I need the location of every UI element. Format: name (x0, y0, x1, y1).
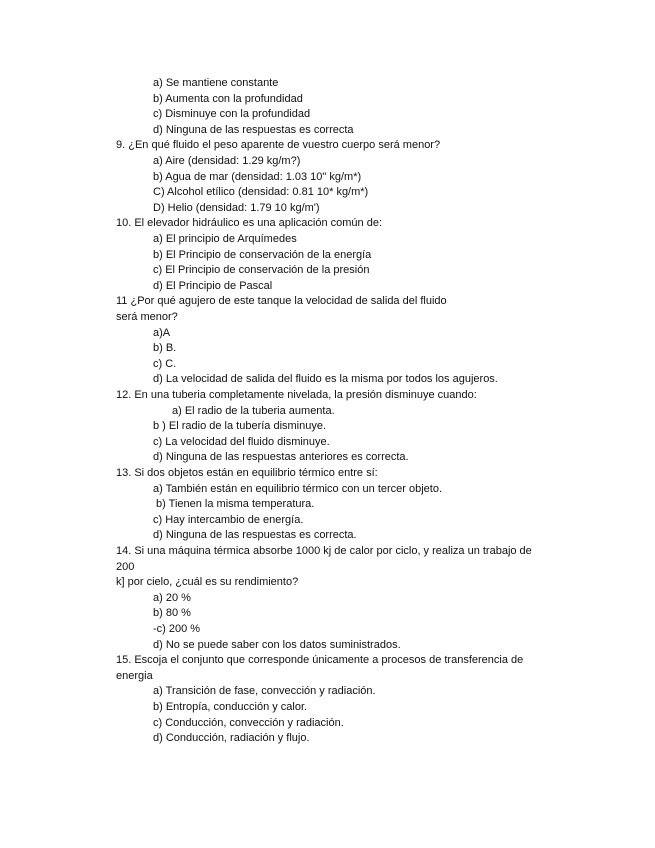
question-line: 10. El elevador hidráulico es una aplicación común de: (116, 217, 382, 230)
answer-option-line: D) Helio (densidad: 1.79 10 kg/m') (153, 201, 320, 214)
answer-option-line: d) Ninguna de las respuestas es correcta. (153, 529, 357, 542)
answer-option-line: -c) 200 % (153, 623, 201, 635)
answer-option-line: a) El principio de Arquímedes (153, 233, 297, 245)
question-line: 9. ¿En qué fluido el peso aparente de vuestro cuerpo será menor? (116, 139, 441, 152)
answer-option-line: d) Ninguna de las respuestas anteriores es correcta. (153, 451, 409, 464)
answer-option-line: b) El Principio de conservación de la energía (153, 248, 372, 261)
question-line: 12. En una tuberia completamente nivelada, la presión disminuye cuando: (116, 389, 477, 401)
answer-option-line: b) Agua de mar (densidad: 1.03 10" kg/m*) (153, 170, 362, 183)
question-line: energia (116, 669, 153, 682)
answer-option-line: c) La velocidad del fluido disminuye. (153, 435, 330, 448)
answer-option-line: a) Aire (densidad: 1.29 kg/m?) (153, 155, 301, 167)
question-line: 13. Si dos objetos están en equilibrio térmico entre sí: (116, 467, 378, 479)
answer-option-line: b) B. (153, 342, 177, 355)
answer-option-line: b ) El radio de la tubería disminuye. (153, 420, 327, 433)
answer-option-line: a) 20 % (153, 591, 191, 604)
answer-option-line: c) Conducción, convección y radiación. (153, 716, 344, 729)
answer-option-line: C) Alcohol etílico (densidad: 0.81 10* kg/m*) (153, 186, 369, 199)
question-line: 15. Escoja el conjunto que corresponde únicamente a procesos de transferencia de (116, 654, 524, 667)
answer-option-line: a) Se mantiene constante (153, 77, 279, 89)
question-line: 200 (116, 560, 135, 573)
answer-option-line: d) Ninguna de las respuestas es correcta (153, 123, 354, 136)
answer-option-line: d) Conducción, radiación y flujo. (153, 732, 310, 745)
question-line: será menor? (116, 311, 178, 323)
answer-option-line: c) El Principio de conservación de la presión (153, 264, 370, 277)
answer-option-line: b) Tienen la misma temperatura. (156, 498, 315, 511)
answer-option-line: c) Disminuye con la profundidad (153, 108, 311, 121)
answer-option-line: b) Entropía, conducción y calor. (153, 701, 308, 713)
answer-option-line: b) Aumenta con la profundidad (153, 92, 303, 105)
question-line: k] por cielo, ¿cuál es su rendimiento? (116, 576, 299, 589)
answer-option-line: a) También están en equilibrio térmico con un tercer objeto. (153, 482, 443, 495)
answer-option-line: a) El radio de la tuberia aumenta. (172, 404, 335, 417)
answer-option-line: b) 80 % (153, 607, 191, 620)
answer-option-line: c) Hay intercambio de energía. (153, 513, 304, 526)
answer-option-line: d) La velocidad de salida del fluido es la misma por todos los agujeros. (153, 373, 498, 386)
answer-option-line: d) El Principio de Pascal (153, 279, 273, 292)
question-line: 14. Si una máquina térmica absorbe 1000 kj de calor por ciclo, y realiza un trabajo de (116, 545, 532, 557)
question-line: 11 ¿Por qué agujero de este tanque la velocidad de salida del fluido (116, 295, 447, 308)
answer-option-line: a) Transición de fase, convección y radiación. (153, 685, 376, 698)
answer-option-line: c) C. (153, 357, 177, 370)
answer-option-line: d) No se puede saber con los datos suministrados. (153, 638, 401, 651)
answer-option-line: a)A (153, 326, 171, 339)
